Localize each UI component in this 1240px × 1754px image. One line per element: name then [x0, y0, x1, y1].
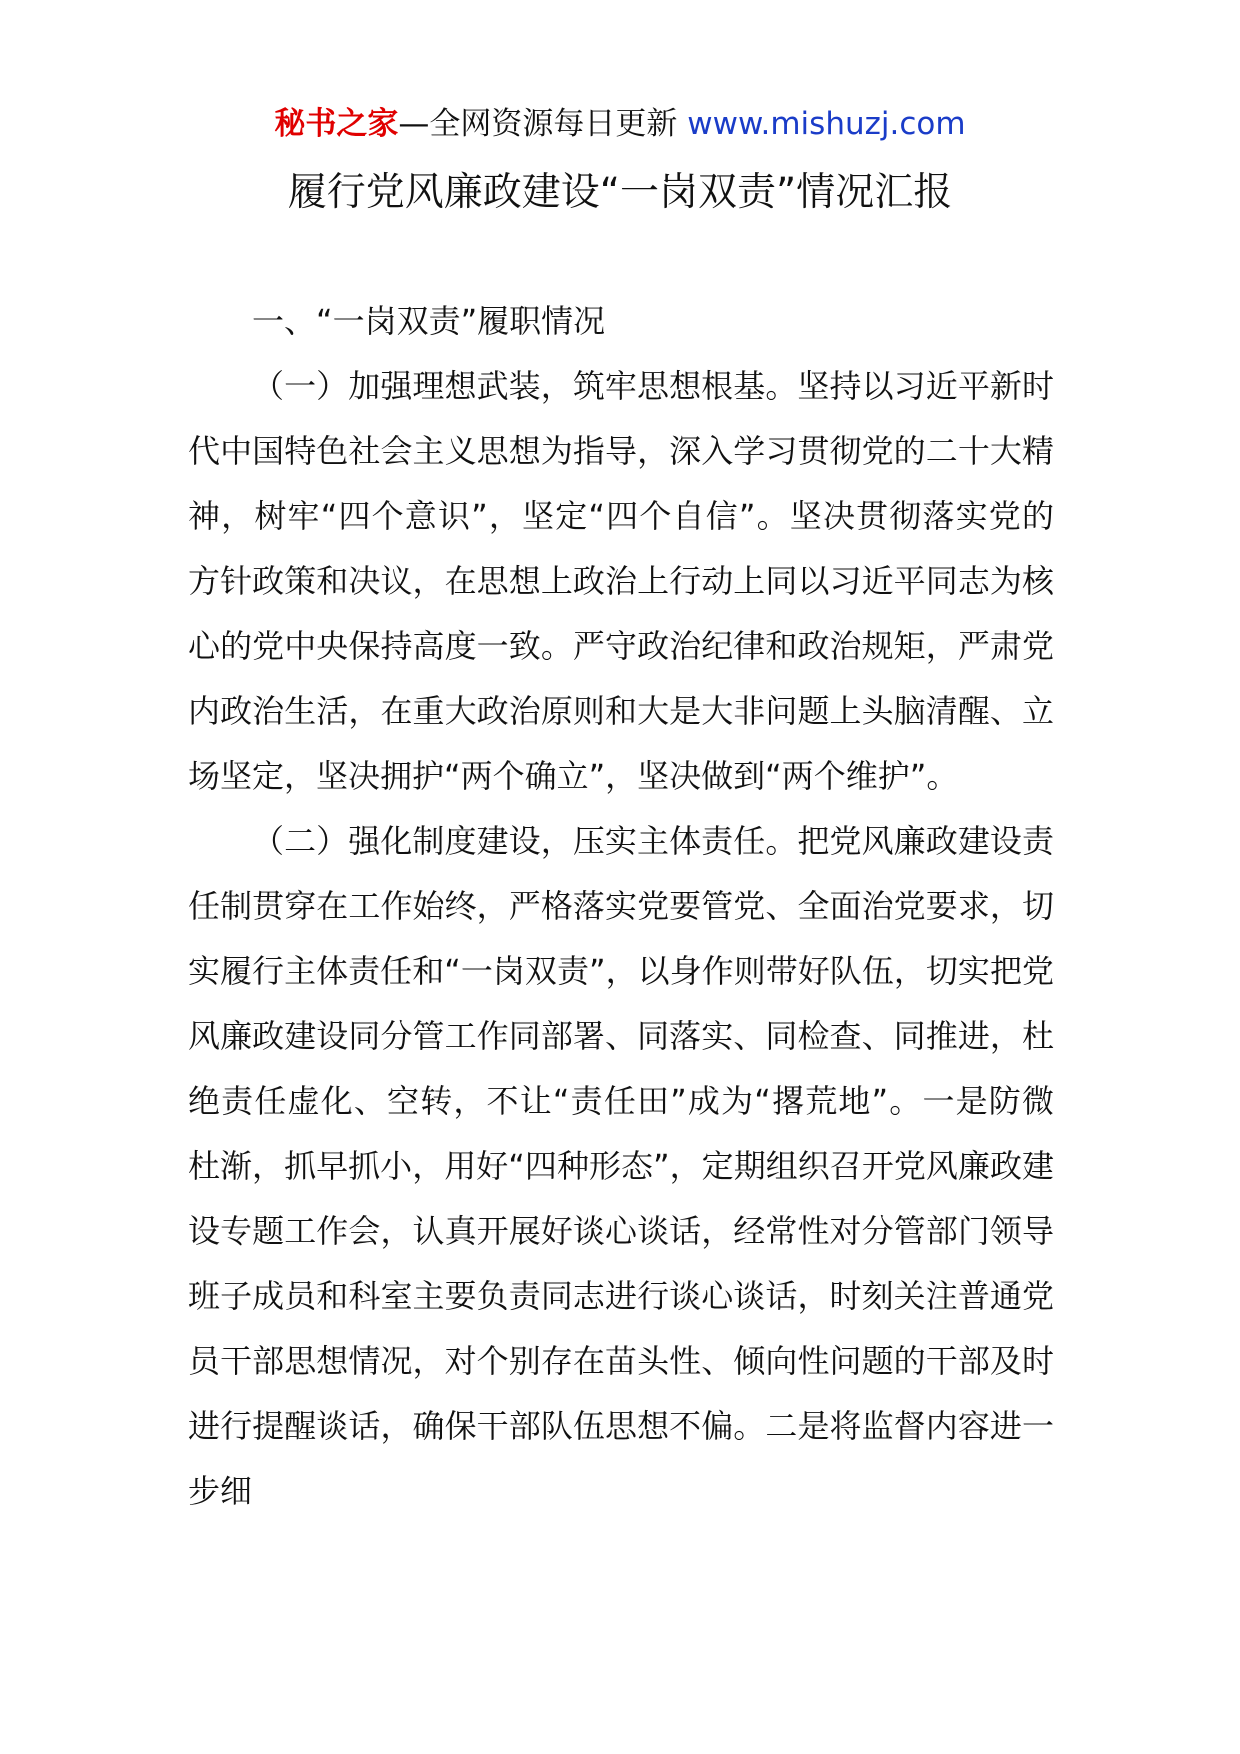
document-title: 履行党风廉政建设“一岗双责”情况汇报	[287, 170, 953, 215]
section-heading: 一、“一岗双责”履职情况	[252, 302, 606, 340]
body-paragraph-1: （一）加强理想武装，筑牢思想根基。坚持以习近平新时代中国特色社会主义思想为指导，深入学习贯彻党的二十大精神，树牢“四个意识”，坚定“四个自信”。坚决贯彻落实党的方针政策和决议，在思想上政治上行动上同以习近平同志为核心的党中央保持高度一致。严守政治纪律和政治规矩，严肃党内政治生活，在重大政治原则和大是大非问题上头脑清醒、立场坚定，坚决拥护“两个确立”，坚决做到“两个维护”。	[188, 367, 1054, 795]
site-url-link[interactable]: www.mishuzj.com	[687, 106, 966, 142]
document-body	[188, 289, 1054, 1524]
body-paragraph-2: （二）强化制度建设，压实主体责任。把党风廉政建设责任制贯穿在工作始终，严格落实党要管党、全面治党要求，切实履行主体责任和“一岗双责”，以身作则带好队伍，切实把党风廉政建设同分管工作同部署、同落实、同检查、同推进，杜绝责任虚化、空转，不让“责任田”成为“撂荒地”。一是防微杜渐，抓早抓小，用好“四种形态”，定期组织召开党风廉政建设专题工作会，认真开展好谈心谈话，经常性对分管部门领导班子成员和科室主要负责同志进行谈心谈话，时刻关注普通党员干部思想情况，对个别存在苗头性、倾向性问题的干部及时进行提醒谈话，确保干部队伍思想不偏。二是将监督内容进一步细	[188, 822, 1054, 1510]
site-banner	[0, 102, 1240, 146]
brand-name: 秘书之家	[274, 106, 399, 142]
banner-tagline: —全网资源每日更新	[398, 106, 688, 142]
